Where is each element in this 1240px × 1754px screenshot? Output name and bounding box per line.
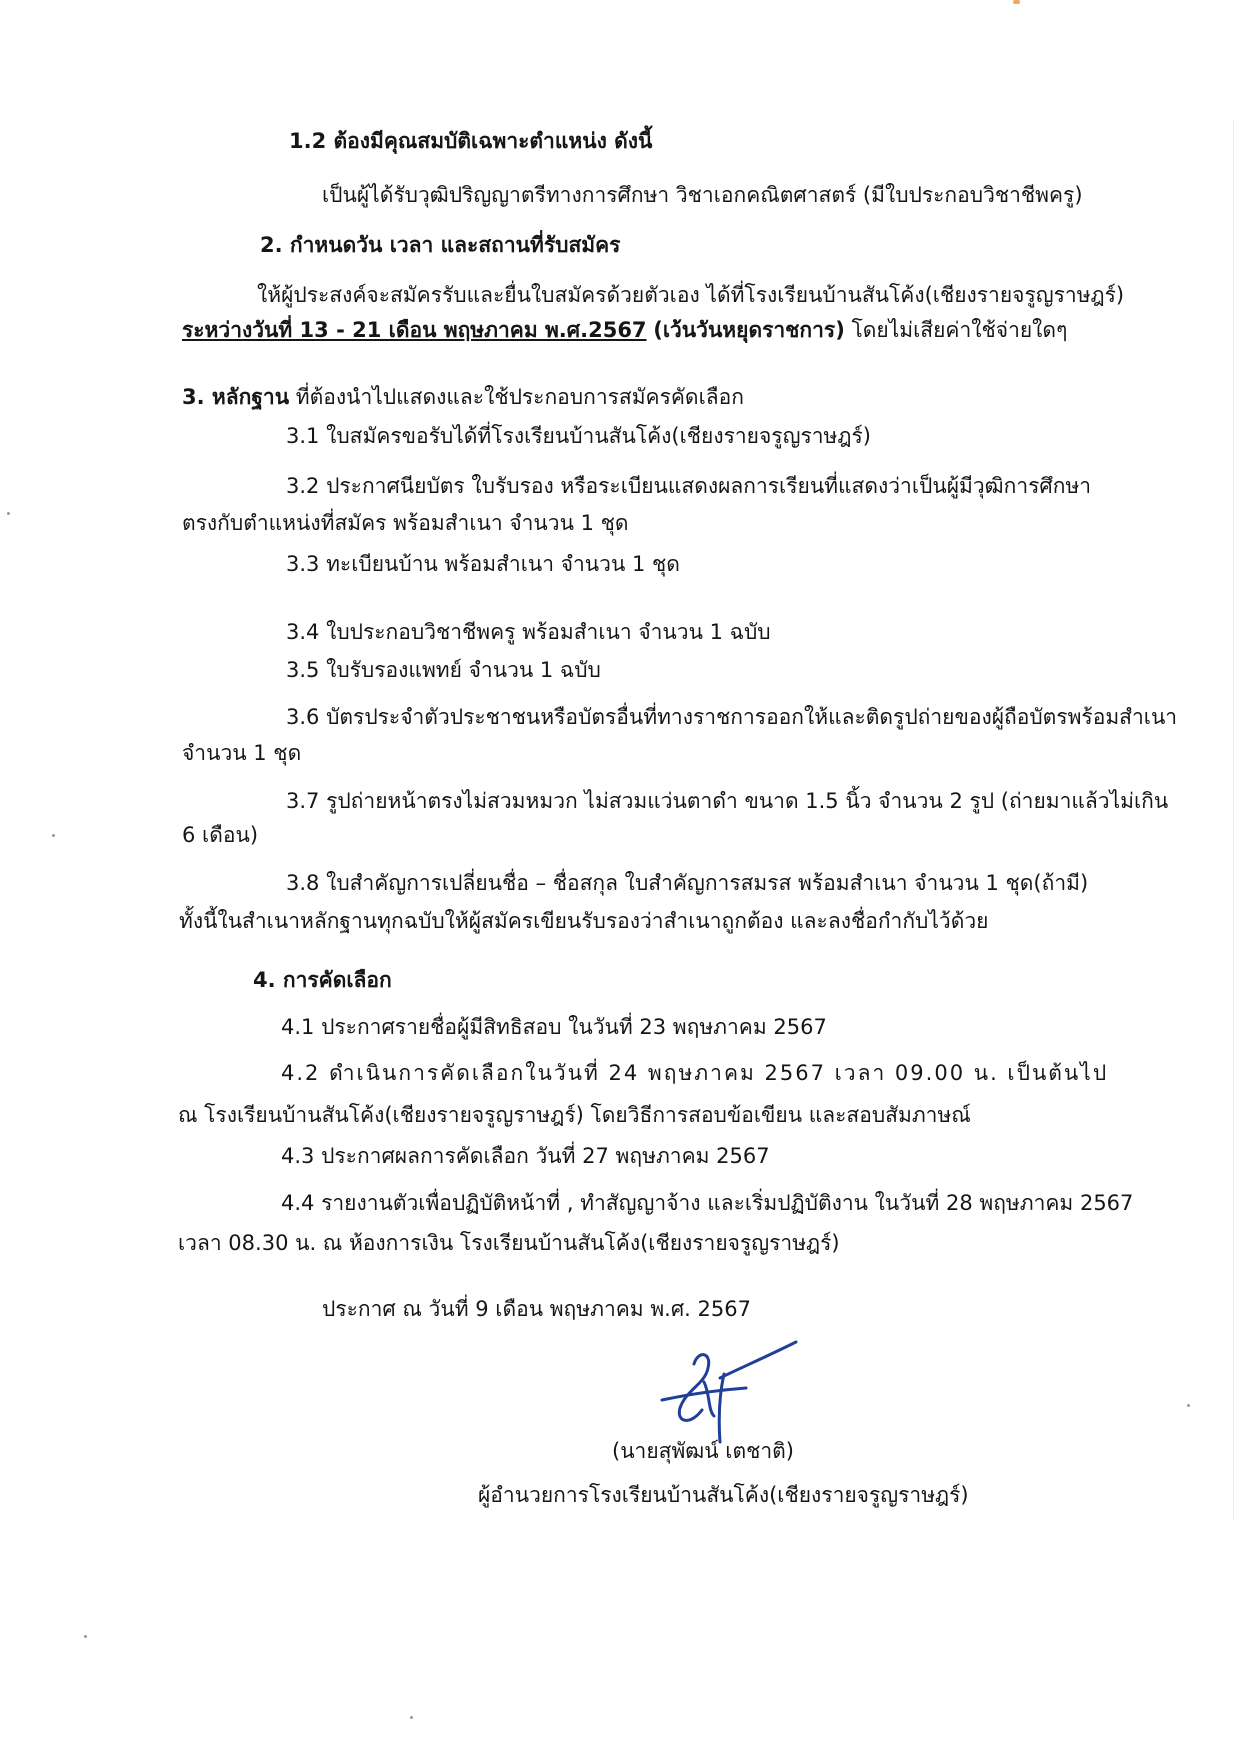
item-4-4-line-2: เวลา 08.30 น. ณ ห้องการเงิน โรงเรียนบ้านสันโค้ง(เชียงรายจรูญราษฎร์) [178, 1231, 840, 1255]
item-3-8-line-2: ทั้งนี้ในสำเนาหลักฐานทุกฉบับให้ผู้สมัครเขียนรับรองว่าสำเนาถูกต้อง และลงชื่อกำกับไว้ด้วย [179, 909, 989, 933]
item-3-7-line-1: 3.7 รูปถ่ายหน้าตรงไม่สวมหมวก ไม่สวมแว่นตาดำ ขนาด 1.5 นิ้ว จำนวน 2 รูป (ถ่ายมาแล้วไม่เกิน [286, 789, 1169, 813]
scan-corner-mark [1013, 0, 1020, 4]
holiday-note: (เว้นวันหยุดราชการ) [653, 318, 845, 342]
item-4-3: 4.3 ประกาศผลการคัดเลือก วันที่ 27 พฤษภาคม 2567 [281, 1144, 770, 1168]
item-3-4: 3.4 ใบประกอบวิชาชีพครู พร้อมสำเนา จำนวน 1 ฉบับ [286, 620, 771, 644]
item-3-2-line-1: 3.2 ประกาศนียบัตร ใบรับรอง หรือระเบียนแสดงผลการเรียนที่แสดงว่าเป็นผู้มีวุฒิการศึกษา [286, 474, 1092, 498]
section-3-heading-rest: ที่ต้องนำไปแสดงและใช้ประกอบการสมัครคัดเลือก [295, 385, 744, 409]
item-3-3: 3.3 ทะเบียนบ้าน พร้อมสำเนา จำนวน 1 ชุด [286, 552, 680, 576]
section-2-text: ให้ผู้ประสงค์จะสมัครรับและยื่นใบสมัครด้วยตัวเอง ได้ที่โรงเรียนบ้านสันโค้ง(เชียงรายจรูญราษฎร์) [257, 283, 1125, 307]
item-3-5: 3.5 ใบรับรองแพทย์ จำนวน 1 ฉบับ [286, 658, 601, 682]
section-1-2-heading: 1.2 ต้องมีคุณสมบัติเฉพาะตำแหน่ง ดังนี้ [289, 129, 653, 153]
item-3-1: 3.1 ใบสมัครขอรับได้ที่โรงเรียนบ้านสันโค้ง(เชียงรายจรูญราษฎร์) [286, 424, 871, 448]
fee-note: โดยไม่เสียค่าใช้จ่ายใดๆ [851, 318, 1068, 342]
section-2-period-line [182, 315, 1067, 345]
item-4-2-line-2: ณ โรงเรียนบ้านสันโค้ง(เชียงรายจรูญราษฎร์) โดยวิธีการสอบข้อเขียน และสอบสัมภาษณ์ [178, 1103, 971, 1127]
signatory-name: (นายสุพัฒน์ เตชาติ) [612, 1439, 794, 1463]
item-3-6-line-1: 3.6 บัตรประจำตัวประชาชนหรือบัตรอื่นที่ทางราชการออกให้และติดรูปถ่ายของผู้ถือบัตรพร้อมสำเนา [286, 705, 1178, 729]
item-3-7-line-2: 6 เดือน) [182, 823, 259, 847]
application-period: ระหว่างวันที่ 13 - 21 เดือน พฤษภาคม พ.ศ.2567 [182, 318, 647, 342]
announcement-date: ประกาศ ณ วันที่ 9 เดือน พฤษภาคม พ.ศ. 2567 [322, 1297, 751, 1321]
item-4-2-line-1: 4.2 ดำเนินการคัดเลือกในวันที่ 24 พฤษภาคม 2567 เวลา 09.00 น. เป็นต้นไป [281, 1061, 1109, 1085]
scan-speck [7, 512, 10, 515]
scan-speck [410, 1716, 413, 1719]
signatory-title: ผู้อำนวยการโรงเรียนบ้านสันโค้ง(เชียงรายจรูญราษฎร์) [478, 1483, 969, 1507]
section-4-heading: 4. การคัดเลือก [253, 968, 392, 992]
signature-mark [650, 1338, 800, 1444]
scan-edge-line [1233, 120, 1234, 1520]
item-4-1: 4.1 ประกาศรายชื่อผู้มีสิทธิสอบ ในวันที่ 23 พฤษภาคม 2567 [281, 1015, 827, 1039]
item-3-6-line-2: จำนวน 1 ชุด [182, 741, 302, 765]
section-1-2-text: เป็นผู้ได้รับวุฒิปริญญาตรีทางการศึกษา วิชาเอกคณิตศาสตร์ (มีใบประกอบวิชาชีพครู) [322, 183, 1083, 207]
section-3-heading-line [182, 382, 744, 412]
section-3-heading: 3. หลักฐาน [182, 385, 290, 409]
item-3-2-line-2: ตรงกับตำแหน่งที่สมัคร พร้อมสำเนา จำนวน 1 ชุด [182, 511, 629, 535]
section-2-heading: 2. กำหนดวัน เวลา และสถานที่รับสมัคร [260, 233, 621, 257]
scan-speck [84, 1635, 87, 1638]
item-4-4-line-1: 4.4 รายงานตัวเพื่อปฏิบัติหน้าที่ , ทำสัญญาจ้าง และเริ่มปฏิบัติงาน ในวันที่ 28 พฤษภาคม 2567 [281, 1191, 1134, 1215]
scan-speck [52, 834, 55, 837]
scan-speck [1187, 1404, 1190, 1407]
item-3-8-line-1: 3.8 ใบสำคัญการเปลี่ยนชื่อ – ชื่อสกุล ใบสำคัญการสมรส พร้อมสำเนา จำนวน 1 ชุด(ถ้ามี) [286, 871, 1089, 895]
